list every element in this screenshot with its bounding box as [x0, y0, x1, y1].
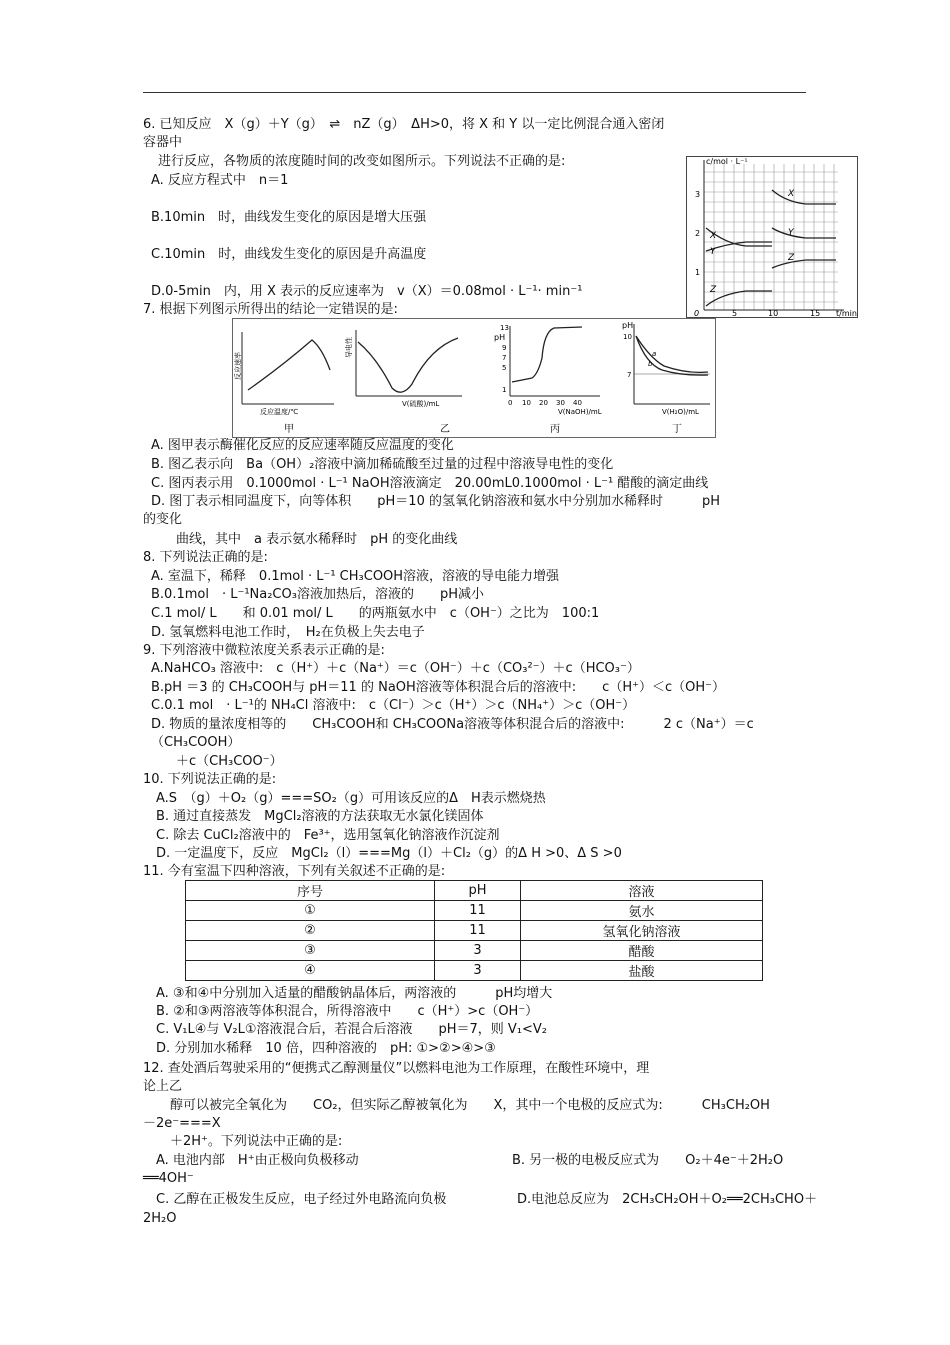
q7-option-b: B. 图乙表示向 Ba（OH）₂溶液中滴加稀硫酸至过量的过程中溶液导电性的变化 [151, 457, 614, 472]
q9-option-d-cont2: ＋c（CH₃COO⁻） [176, 754, 283, 769]
y-tick-label: 13 [500, 324, 509, 332]
table-cell: ② [186, 921, 435, 941]
q9-option-a: A.NaHCO₃ 溶液中: c（H⁺）＋c（Na⁺）＝c（OH⁻）＋c（CO₃²⁻）＋c（HCO₃⁻） [151, 661, 640, 676]
curve-label: Z [710, 285, 717, 295]
figure-frame [233, 319, 716, 438]
q10-option-a: A.S （g）＋O₂（g）===SO₂（g）可用该反应的Δ H表示燃烧热 [156, 791, 546, 806]
table-cell: 醋酸 [521, 941, 763, 961]
q7-panels-figure [232, 318, 716, 438]
y-axis-label: pH [494, 333, 506, 342]
q12-stem-cont: 论上乙 [143, 1079, 183, 1094]
q12-stem: 12. 查处酒后驾驶采用的“便携式乙醇测量仪”以燃料电池为工作原理，在酸性环境中，理 [143, 1061, 650, 1076]
q12-stem-cont2: 醇可以被完全氧化为 CO₂，但实际乙醇被氧化为 X，其中一个电极的反应式为: CH₃CH₂OH [170, 1098, 770, 1113]
x-axis-label: V(NaOH)/mL [558, 408, 602, 416]
y-tick-label: 1 [695, 268, 701, 277]
q11-table [185, 880, 763, 981]
y-tick-label: 1 [502, 386, 507, 394]
table-cell: 氢氧化钠溶液 [521, 921, 763, 941]
table-cell: 11 [435, 901, 521, 921]
q12-stem-cont3: －2e⁻===X [143, 1116, 221, 1131]
table-cell: ③ [186, 941, 435, 961]
q11-option-a: A. ③和④中分别加入适量的醋酸钠晶体后，两溶液的 pH均增大 [156, 986, 553, 1001]
table-row [186, 941, 763, 961]
x-axis-label: 反应温度/℃ [260, 408, 299, 416]
q12-option-c: C. 乙醇在正极发生反应，电子经过外电路流向负极 [156, 1192, 447, 1207]
table-header: 溶液 [521, 881, 763, 901]
q9-stem: 9. 下列溶液中微粒浓度关系表示正确的是: [143, 643, 385, 658]
q7-stem: 7. 根据下列图示所得出的结论一定错误的是: [143, 302, 398, 317]
q11-option-d: D. 分别加水稀释 10 倍，四种溶液的 pH: ①>②>④>③ [156, 1041, 496, 1056]
y-axis-label: 导电性 [345, 337, 353, 358]
caption-label: 丁 [672, 424, 682, 435]
table-row [186, 961, 763, 981]
x-tick-label: 40 [573, 399, 582, 407]
q9-option-b: B.pH ＝3 的 CH₃COOH与 pH＝11 的 NaOH溶液等体积混合后的溶液中: c（H⁺）＜c（OH⁻） [151, 680, 725, 695]
x-tick-label: 5 [732, 309, 738, 318]
table-row [186, 921, 763, 941]
caption-label: 乙 [440, 424, 450, 435]
q10-option-d: D. 一定温度下，反应 MgCl₂（l）===Mg（l）＋Cl₂（g）的Δ H >0、Δ S >0 [156, 846, 622, 861]
curve-label: Y [710, 247, 716, 257]
q12-option-b: B. 另一极的电极反应式为 O₂＋4e⁻＋2H₂O [512, 1153, 784, 1168]
x-tick-label: 10 [522, 399, 531, 407]
q12-option-b-cont: ══4OH⁻ [143, 1171, 194, 1186]
q6-option-d: D.0-5min 内，用 X 表示的反应速率为 v（X）＝0.08mol · L⁻¹· min⁻¹ [151, 284, 583, 299]
q9-option-d-cont: （CH₃COOH） [151, 735, 241, 750]
table-cell: ① [186, 901, 435, 921]
q8-option-b: B.0.1mol · L⁻¹Na₂CO₃溶液加热后，溶液的 pH减小 [151, 587, 484, 602]
x-tick-label: 0 [508, 399, 513, 407]
table-header: 序号 [186, 881, 435, 901]
curve-label: Z [788, 253, 795, 263]
q6-stem-cont2: 进行反应，各物质的浓度随时间的改变如图所示。下列说法不正确的是: [158, 154, 566, 169]
y-axis-label: c/mol · L⁻¹ [706, 157, 748, 166]
curve-label: X [710, 231, 717, 241]
q8-option-d: D. 氢氧燃料电池工作时， H₂在负极上失去电子 [151, 625, 425, 640]
q7-option-d-cont: 的变化 [143, 512, 183, 527]
q10-option-b: B. 通过直接蒸发 MgCl₂溶液的方法获取无水氯化镁固体 [156, 809, 484, 824]
q7-option-c: C. 图丙表示用 0.1000mol · L⁻¹ NaOH溶液滴定 20.00mL0.1000mol · L⁻¹ 醋酸的滴定曲线 [151, 476, 709, 491]
x-tick-label: 30 [556, 399, 565, 407]
table-cell: 盐酸 [521, 961, 763, 981]
table-cell: ④ [186, 961, 435, 981]
y-tick-label: 7 [502, 354, 507, 362]
q6-option-b: B.10min 时，曲线发生变化的原因是增大压强 [151, 210, 427, 225]
top-rule [143, 92, 806, 93]
q7-option-d: D. 图丁表示相同温度下，向等体积 pH＝10 的氢氧化钠溶液和氨水中分别加水稀释时 pH [151, 494, 721, 509]
y-axis-label: pH [622, 321, 634, 330]
q6-stem: 6. 已知反应 X（g）＋Y（g） ⇌ nZ（g） ΔH>0，将 X 和 Y 以一定比例混合通入密闭 [143, 117, 665, 132]
y-tick-label: 10 [623, 333, 632, 341]
caption-label: 甲 [284, 424, 294, 435]
x-axis-label: t/min [836, 309, 857, 318]
q8-option-a: A. 室温下，稀释 0.1mol · L⁻¹ CH₃COOH溶液，溶液的导电能力增强 [151, 569, 560, 584]
curve-label: Y [788, 228, 794, 238]
x-tick-label: 10 [768, 309, 779, 318]
q12-option-d: D.电池总反应为 2CH₃CH₂OH＋O₂══2CH₃CHO＋ [517, 1192, 818, 1207]
curve-label: b [648, 360, 653, 368]
x-tick-label: 15 [810, 309, 821, 318]
q6-concentration-figure [686, 156, 858, 318]
x-axis-label: V(硫酸)/mL [402, 400, 440, 408]
y-tick-label: 9 [502, 344, 507, 352]
curve-label: a [652, 350, 657, 358]
table-header: pH [435, 881, 521, 901]
y-tick-label: 3 [695, 190, 701, 199]
q8-option-c: C.1 mol/ L 和 0.01 mol/ L 的两瓶氨水中 c（OH⁻）之比为 100:1 [151, 606, 600, 621]
q9-option-c: C.0.1 mol · L⁻¹的 NH₄Cl 溶液中: c（Cl⁻）＞c（H⁺）＞c（NH₄⁺）＞c（OH⁻） [151, 698, 636, 713]
q6-option-a: A. 反应方程式中 n＝1 [151, 173, 289, 188]
q6-option-c: C.10min 时，曲线发生变化的原因是升高温度 [151, 247, 427, 262]
origin-label: 0 [694, 309, 700, 318]
q12-option-d-cont: 2H₂O [143, 1211, 177, 1226]
q10-option-c: C. 除去 CuCl₂溶液中的 Fe³⁺，选用氢氧化钠溶液作沉淀剂 [156, 828, 500, 843]
curve-label: X [788, 189, 795, 199]
y-axis-label: 反应速率 [234, 352, 242, 380]
x-axis-label: V(H₂O)/mL [662, 408, 699, 416]
y-tick-label: 5 [502, 364, 507, 372]
q12-stem-cont4: ＋2H⁺。下列说法中正确的是: [170, 1134, 343, 1149]
y-tick-label: 2 [695, 229, 701, 238]
table-row [186, 901, 763, 921]
table-cell: 3 [435, 941, 521, 961]
table-cell: 氨水 [521, 901, 763, 921]
x-tick-label: 20 [539, 399, 548, 407]
table-header-row [186, 881, 763, 901]
q12-option-a: A. 电池内部 H⁺由正极向负极移动 [156, 1153, 359, 1168]
q9-option-d: D. 物质的量浓度相等的 CH₃COOH和 CH₃COONa溶液等体积混合后的溶液中: 2 c（Na⁺）＝c [151, 717, 754, 732]
caption-label: 丙 [550, 424, 560, 435]
table-cell: 11 [435, 921, 521, 941]
q7-option-a: A. 图甲表示酶催化反应的反应速率随反应温度的变化 [151, 438, 454, 453]
q11-stem: 11. 今有室温下四种溶液，下列有关叙述不正确的是: [143, 864, 446, 879]
q8-stem: 8. 下列说法正确的是: [143, 550, 268, 565]
table-cell: 3 [435, 961, 521, 981]
q7-option-d-cont2: 曲线，其中 a 表示氨水稀释时 pH 的变化曲线 [176, 532, 458, 547]
q11-option-b: B. ②和③两溶液等体积混合，所得溶液中 c（H⁺）>c（OH⁻） [156, 1004, 539, 1019]
q10-stem: 10. 下列说法正确的是: [143, 772, 277, 787]
q6-stem-cont: 容器中 [143, 135, 183, 150]
y-tick-label: 7 [627, 371, 632, 379]
q11-option-c: C. V₁L④与 V₂L①溶液混合后，若混合后溶液 pH＝7，则 V₁<V₂ [156, 1022, 548, 1037]
